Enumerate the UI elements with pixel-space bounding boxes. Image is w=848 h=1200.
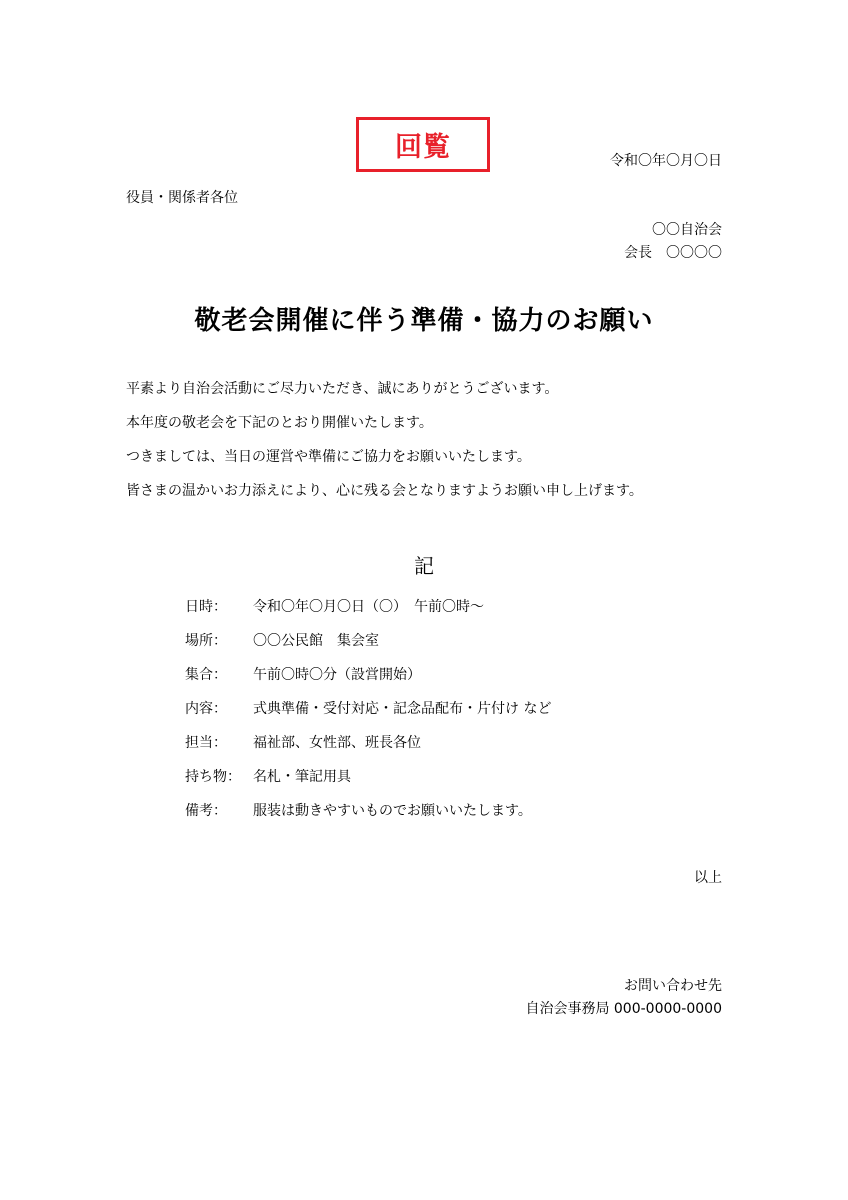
- recipient: 役員・関係者各位: [126, 190, 238, 206]
- detail-label: 備考：: [185, 803, 227, 819]
- sender-organization: 〇〇自治会: [652, 222, 722, 238]
- sender-name: 会長 〇〇〇〇: [624, 245, 722, 261]
- ki-heading: 記: [414, 554, 434, 578]
- detail-item-notes: [185, 800, 532, 820]
- detail-label: 集合：: [185, 667, 227, 683]
- circulation-stamp: 回覧: [356, 117, 490, 172]
- detail-item-belongings: [185, 766, 351, 786]
- contact-value: 自治会事務局 000-0000-0000: [525, 1001, 722, 1017]
- body-paragraph-line: 平素より自治会活動にご尽力いただき、誠にありがとうございます。: [126, 381, 559, 397]
- detail-label: 担当：: [185, 735, 227, 751]
- body-paragraph-line: 本年度の敬老会を下記のとおり開催いたします。: [126, 415, 433, 431]
- detail-item-place: [185, 630, 379, 650]
- detail-label: 内容：: [185, 701, 227, 717]
- detail-item-datetime: [185, 596, 484, 616]
- detail-value: 服装は動きやすいものでお願いいたします。: [253, 803, 532, 819]
- detail-value: 式典準備・受付対応・記念品配布・片付け など: [253, 701, 552, 717]
- detail-label: 持ち物：: [185, 769, 241, 785]
- detail-value: 〇〇公民館 集会室: [253, 633, 379, 649]
- detail-label: 日時：: [185, 599, 227, 615]
- detail-label: 場所：: [185, 633, 227, 649]
- detail-value: 令和〇年〇月〇日（〇） 午前〇時～: [253, 599, 484, 615]
- body-paragraph-line: 皆さまの温かいお力添えにより、心に残る会となりますようお願い申し上げます。: [126, 483, 643, 499]
- detail-value: 午前〇時〇分（設営開始）: [253, 667, 421, 683]
- closing-ijo: 以上: [694, 870, 722, 886]
- detail-item-staff: [185, 732, 421, 752]
- detail-item-assembly: [185, 664, 421, 684]
- detail-value: 福祉部、女性部、班長各位: [253, 735, 421, 751]
- body-paragraph-line: つきましては、当日の運営や準備にご協力をお願いいたします。: [126, 449, 531, 465]
- contact-label: お問い合わせ先: [624, 978, 722, 994]
- detail-item-content: [185, 698, 551, 718]
- document-title: 敬老会開催に伴う準備・協力のお願い: [194, 306, 654, 336]
- document-date: 令和〇年〇月〇日: [610, 153, 722, 169]
- detail-value: 名札・筆記用具: [253, 769, 351, 785]
